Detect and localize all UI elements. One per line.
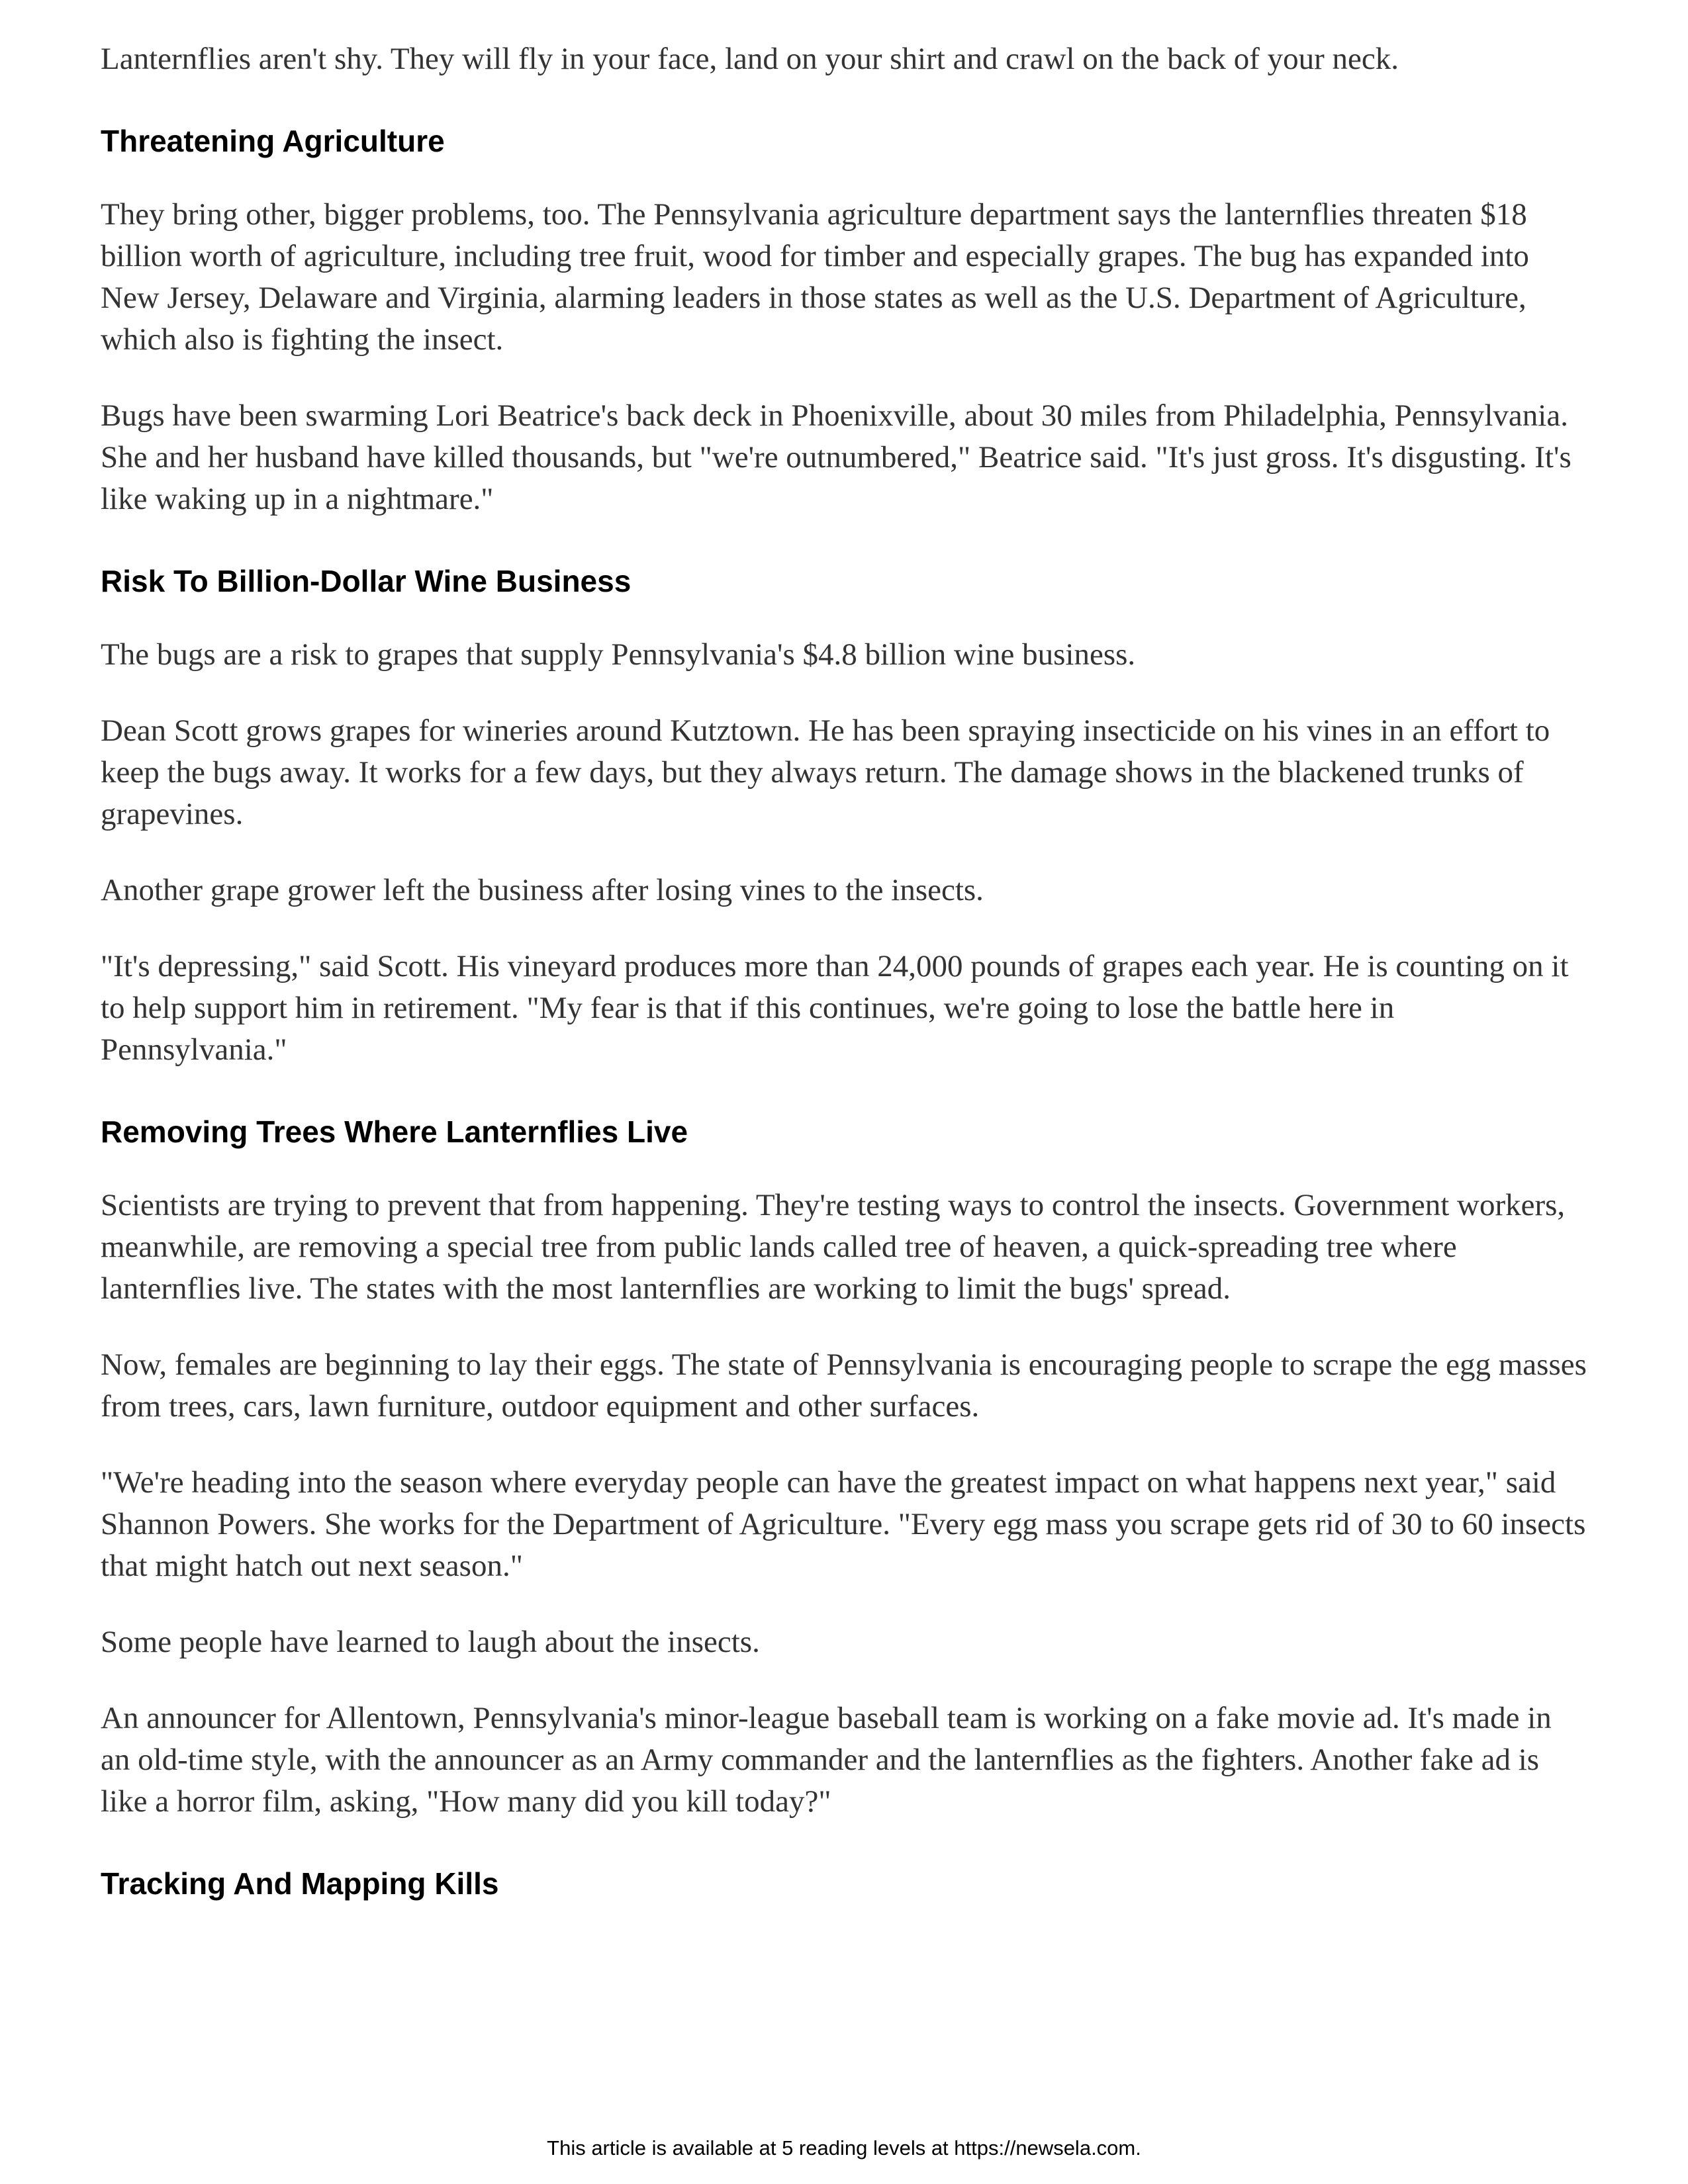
paragraph-heading-into-season: "We're heading into the season where everyday people can have the greatest impact on what happens next year," said Shannon Powers. She works for the Department of Agriculture. "Every egg mass you scrape gets rid of 30 to 60 insects that might hatch out next season." bbox=[101, 1465, 1586, 1583]
paragraph-bugs-risk-grapes: The bugs are a risk to grapes that supply Pennsylvania's $4.8 billion wine business. bbox=[101, 637, 1136, 672]
article-content bbox=[101, 38, 1587, 1936]
paragraph-learned-to-laugh: Some people have learned to laugh about the insects. bbox=[101, 1625, 760, 1659]
paragraph-announcer-fake-ad: An announcer for Allentown, Pennsylvania's minor-league baseball team is working on a fake movie ad. It's made in an old-time style, with the announcer as an Army commander and the lanternflies as the fighters. Another fake ad is like a horror film, asking, "How many did you kill today?" bbox=[101, 1701, 1552, 1819]
heading-threatening-agriculture: Threatening Agriculture bbox=[101, 124, 445, 158]
page-footer bbox=[0, 2135, 1688, 2161]
paragraph-grower-left-business: Another grape grower left the business after losing vines to the insects. bbox=[101, 873, 984, 907]
paragraph-its-depressing: "It's depressing," said Scott. His vineyard produces more than 24,000 pounds of grapes each year. He is counting on it to help support him in retirement. "My fear is that if this continues, we're going to lose the battle here in Pennsylvania." bbox=[101, 949, 1569, 1067]
heading-risk-wine-business: Risk To Billion-Dollar Wine Business bbox=[101, 564, 632, 598]
paragraph-scientists-prevent: Scientists are trying to prevent that from happening. They're testing ways to control the insects. Government workers, meanwhile, are removing a special tree from public lands called tree of heaven, a quick-spreading tree where lanternflies live. The states with the most lanternflies are working to limit the bugs' spread. bbox=[101, 1188, 1566, 1306]
heading-removing-trees: Removing Trees Where Lanternflies Live bbox=[101, 1115, 688, 1149]
paragraph-dean-scott: Dean Scott grows grapes for wineries around Kutztown. He has been spraying insecticide on his vines in an effort to keep the bugs away. It works for a few days, but they always return. The damage shows in the blackened trunks of grapevines. bbox=[101, 713, 1550, 831]
paragraph-females-lay-eggs: Now, females are beginning to lay their eggs. The state of Pennsylvania is encouraging people to scrape the egg masses from trees, cars, lawn furniture, outdoor equipment and other surfaces. bbox=[101, 1347, 1587, 1424]
heading-tracking-mapping-kills: Tracking And Mapping Kills bbox=[101, 1866, 499, 1901]
footer-availability-note: This article is available at 5 reading levels at https://newsela.com. bbox=[547, 2136, 1141, 2160]
paragraph-bigger-problems: They bring other, bigger problems, too. The Pennsylvania agriculture department says the lanternflies threaten $18 billion worth of agriculture, including tree fruit, wood for timber and especially grapes. The bug has expanded into New Jersey, Delaware and Virginia, alarming leaders in those states as well as the U.S. Department of Agriculture, which also is fighting the insect. bbox=[101, 197, 1529, 357]
paragraph-bugs-swarming: Bugs have been swarming Lori Beatrice's back deck in Phoenixville, about 30 miles from Philadelphia, Pennsylvania. She and her husband have killed thousands, but "we're outnumbered," Beatrice said. "It's just gross. It's disgusting. It's like waking up in a nightmare." bbox=[101, 398, 1571, 516]
paragraph-lanternflies-not-shy: Lanternflies aren't shy. They will fly in your face, land on your shirt and crawl on the back of your neck. bbox=[101, 42, 1399, 76]
